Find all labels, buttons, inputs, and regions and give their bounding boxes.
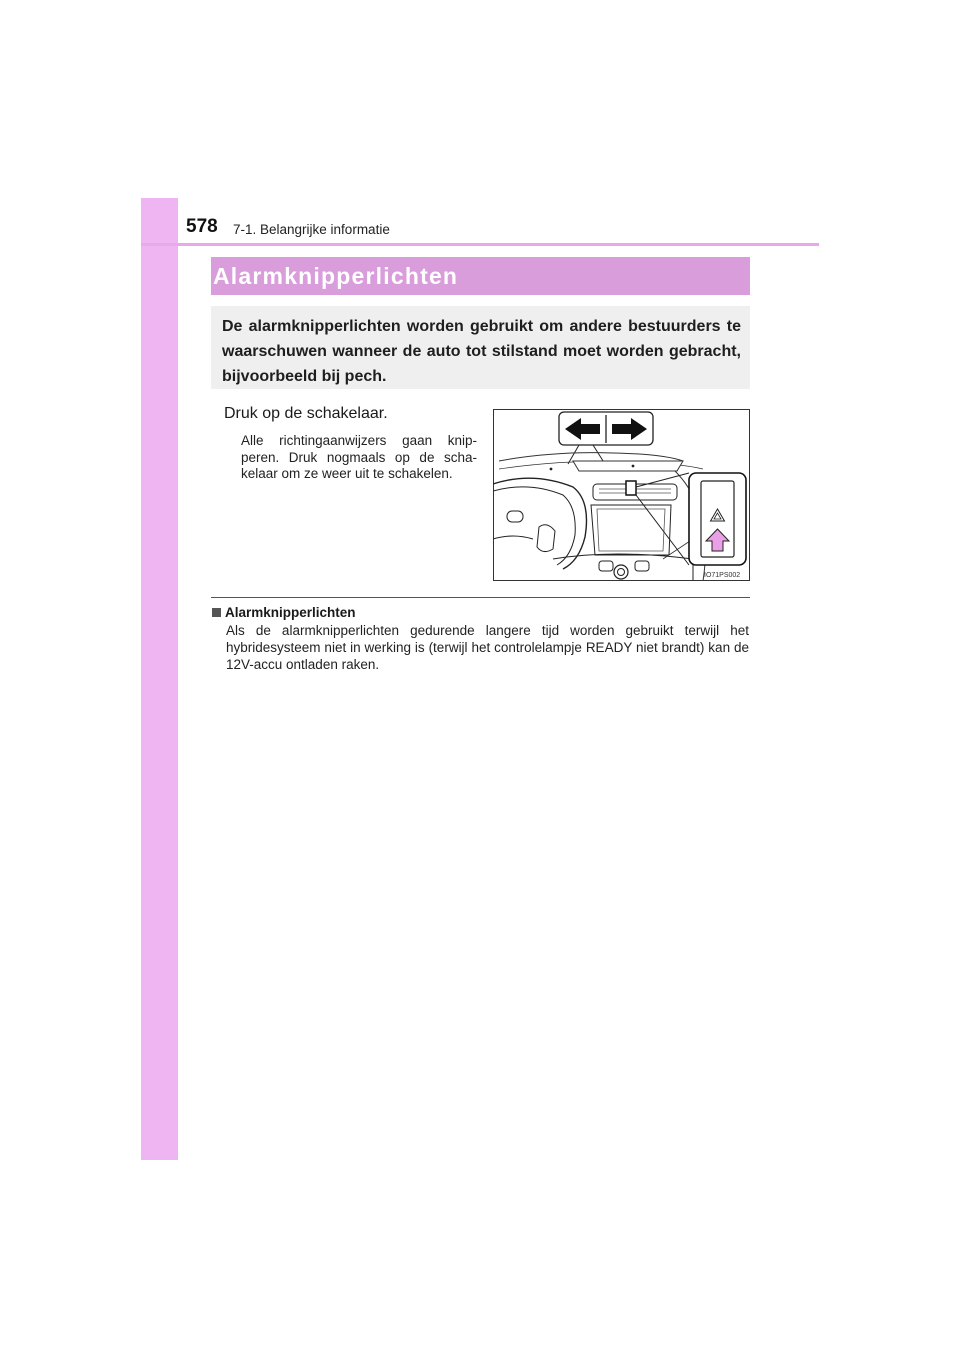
figure-code: IO71PS002 — [704, 572, 741, 579]
chapter-side-tab — [141, 198, 178, 1160]
hazard-switch-callout — [689, 473, 746, 565]
header-rule — [141, 243, 819, 246]
page-number: 578 — [186, 216, 218, 237]
note-title-text: Alarmknipperlichten — [225, 605, 356, 620]
section-rule — [211, 597, 750, 598]
section-header: 7-1. Belangrijke informatie — [233, 222, 390, 237]
intro-box: De alarmknipperlichten worden gebruikt om andere bestuurders te waarschuwen wanneer de auto tot stilstand moet worden gebracht, bijvoorbeeld bij pech. — [211, 306, 750, 389]
instruction-detail: Alle richtingaanwijzers gaan knip-peren. Druk nogmaals op de scha-kelaar om ze weer uit te schakelen. — [241, 433, 477, 481]
note-title — [212, 605, 356, 620]
note-body: Als de alarmknipperlichten gedurende langere tijd worden gebruikt terwijl het hybridesysteem niet in werking is (terwijl het controlelampje READY niet brandt) kan de 12V-accu ontladen raken. — [226, 623, 749, 672]
page-title: Alarmknipperlichten — [213, 262, 459, 289]
title-bar — [211, 257, 750, 295]
bullet-square-icon — [212, 608, 221, 617]
instruction-text: Druk op de schakelaar. — [224, 405, 388, 422]
hazard-switch-illustration — [493, 409, 750, 581]
